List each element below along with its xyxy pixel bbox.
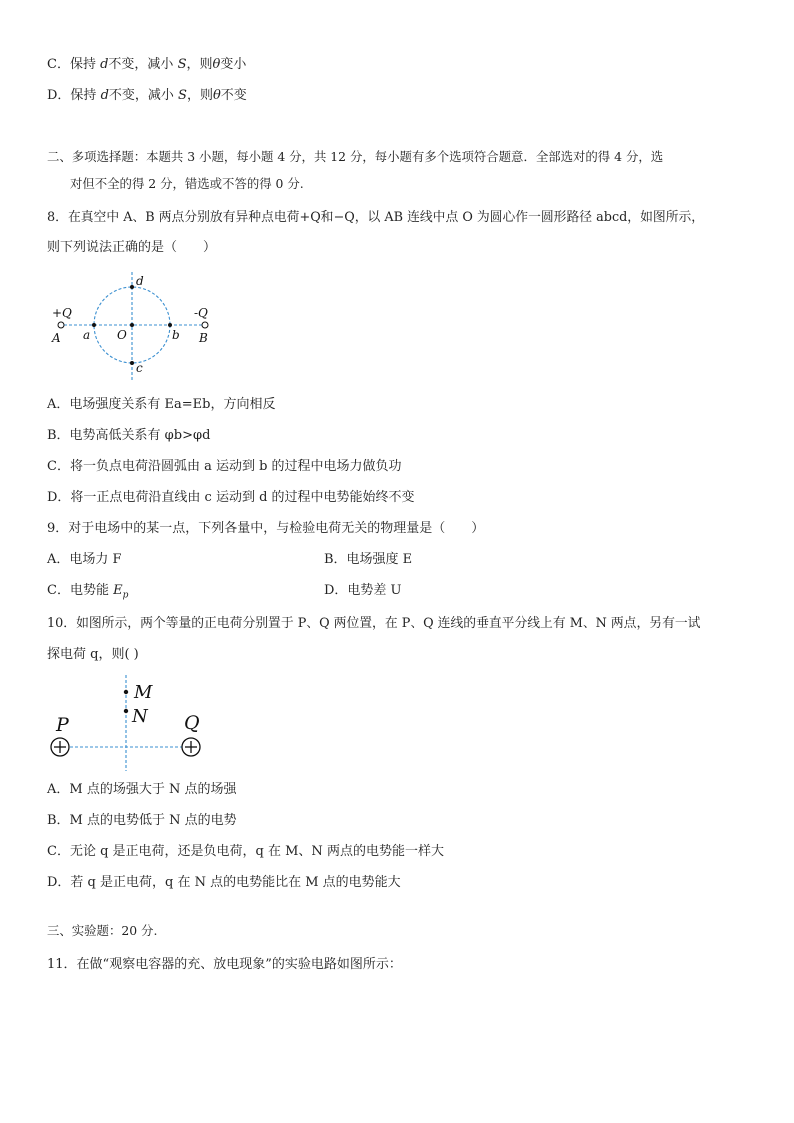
point-c-dot — [130, 361, 134, 365]
label-c: c — [136, 361, 143, 375]
label-b-upper: B — [199, 331, 208, 345]
q8-stem-line1: 8．在真空中 A、B 两点分别放有异种点电荷+Q和−Q，以 AB 连线中点 O 为圆心作一圆形路径 abcd，如图所示， — [47, 210, 705, 225]
charge-a-marker — [58, 322, 64, 328]
q8-option-a: A．电场强度关系有 Ea=Eb，方向相反 — [47, 397, 276, 412]
positive-charge-p-icon — [51, 738, 69, 756]
q10-option-a: A．M 点的场强大于 N 点的场强 — [47, 782, 237, 797]
q10-figure — [46, 673, 216, 773]
q8-figure — [48, 270, 220, 382]
q11-stem: 11．在做“观察电容器的充、放电现象”的实验电路如图所示： — [47, 957, 402, 972]
label-q: Q — [184, 712, 200, 734]
q10-option-d: D．若 q 是正电荷，q 在 N 点的电势能比在 M 点的电势能大 — [47, 875, 401, 890]
label-d: d — [136, 274, 144, 288]
label-p: P — [56, 714, 69, 736]
label-minus-q: -Q — [194, 306, 208, 320]
label-n: N — [132, 706, 148, 727]
q8-option-b: B．电势高低关系有 φb>φd — [47, 428, 211, 443]
section3-heading: 三、实验题：20 分. — [47, 923, 158, 938]
q10-stem-line1: 10．如图所示，两个等量的正电荷分别置于 P、Q 两位置，在 P、Q 连线的垂直平分线上有 M、N 两点，另有一试 — [47, 616, 701, 631]
q9-option-c: C．电势能 $E_p$ — [47, 583, 129, 601]
label-b-lower: b — [172, 328, 180, 342]
q8-option-c: C．将一负点电荷沿圆弧由 a 运动到 b 的过程中电场力做负功 — [47, 459, 402, 474]
q9-option-a: A．电场力 F — [47, 552, 122, 567]
section2-heading-line2: 对但不全的得 2 分，错选或不答的得 0 分. — [70, 176, 304, 191]
q10-stem-line2: 探电荷 q，则( ) — [47, 647, 139, 662]
point-b-dot — [168, 323, 172, 327]
label-m: M — [134, 682, 153, 703]
section2-heading-line1: 二、多项选择题：本题共 3 小题，每小题 4 分，共 12 分，每小题有多个选项符合题意．全部选对的得 4 分，选 — [47, 149, 664, 164]
charge-b-marker — [202, 322, 208, 328]
q7-option-d: D．保持 d不变，减小 S，则θ不变 — [47, 88, 247, 103]
label-a-lower: a — [83, 328, 91, 342]
q8-option-d: D．将一正点电荷沿直线由 c 运动到 d 的过程中电势能始终不变 — [47, 490, 415, 505]
q9-option-b: B．电场强度 E — [324, 552, 413, 567]
point-o-dot — [130, 323, 134, 327]
point-a-dot — [92, 323, 96, 327]
label-plus-q: +Q — [52, 306, 72, 320]
q8-stem-line2: 则下列说法正确的是（ ） — [47, 240, 217, 255]
q9-stem: 9．对于电场中的某一点，下列各量中，与检验电荷无关的物理量是（ ） — [47, 521, 485, 536]
label-o: O — [117, 328, 127, 342]
point-n-dot — [124, 709, 128, 713]
positive-charge-q-icon — [182, 738, 200, 756]
point-m-dot — [124, 690, 128, 694]
point-d-dot — [130, 285, 134, 289]
q10-option-c: C．无论 q 是正电荷，还是负电荷，q 在 M、N 两点的电势能一样大 — [47, 844, 444, 859]
q10-option-b: B．M 点的电势低于 N 点的电势 — [47, 813, 237, 828]
q7-option-c: C．保持 d不变，减小 S，则θ变小 — [47, 57, 247, 72]
label-a-upper: A — [52, 331, 61, 345]
q9-option-d: D．电势差 U — [324, 583, 402, 598]
